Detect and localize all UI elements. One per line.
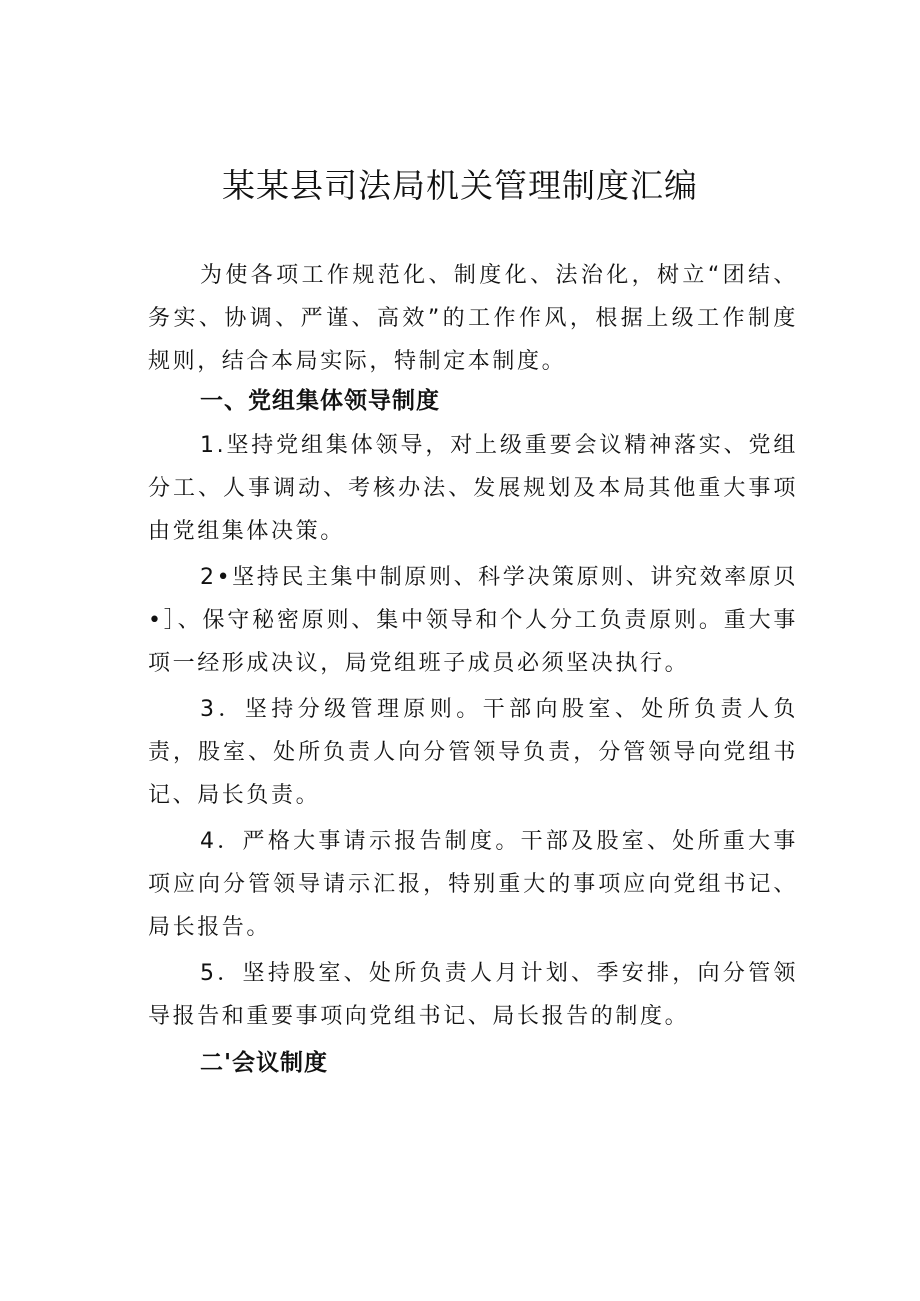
rule-paragraph-5: 5．坚持股室、处所负责人月计划、季安排，向分管领导报告和重要事项向党组书记、局长报告的制度。 [148, 961, 798, 1029]
section-heading-party-leadership: 一、党组集体领导制度 [200, 388, 440, 414]
section-heading-meetings: 二'会议制度 [200, 1050, 329, 1076]
rule-paragraph-1: 1.坚持党组集体领导，对上级重要会议精神落实、党组分工、人事调动、考核办法、发展规划及本局其他重大事项由党组集体决策。 [148, 433, 798, 544]
rule-paragraph-3: 3．坚持分级管理原则。干部向股室、处所负责人负责，股室、处所负责人向分管领导负责，分管领导向党组书记、局长负责。 [148, 697, 798, 808]
document-title: 某某县司法局机关管理制度汇编 [222, 166, 698, 205]
rule-paragraph-2: 2•坚持民主集中制原则、科学决策原则、讲究效率原贝•］、保守秘密原则、集中领导和个人分工负责原则。重大事项一经形成决议，局党组班子成员必须坚决执行。 [148, 565, 798, 676]
rule-paragraph-4: 4．严格大事请示报告制度。干部及股室、处所重大事项应向分管领导请示汇报，特别重大的事项应向党组书记、局长报告。 [148, 829, 798, 940]
intro-paragraph: 为使各项工作规范化、制度化、法治化，树立“团结、务实、协调、严谨、高效”的工作作风，根据上级工作制度规则，结合本局实际，特制定本制度。 [148, 263, 798, 374]
